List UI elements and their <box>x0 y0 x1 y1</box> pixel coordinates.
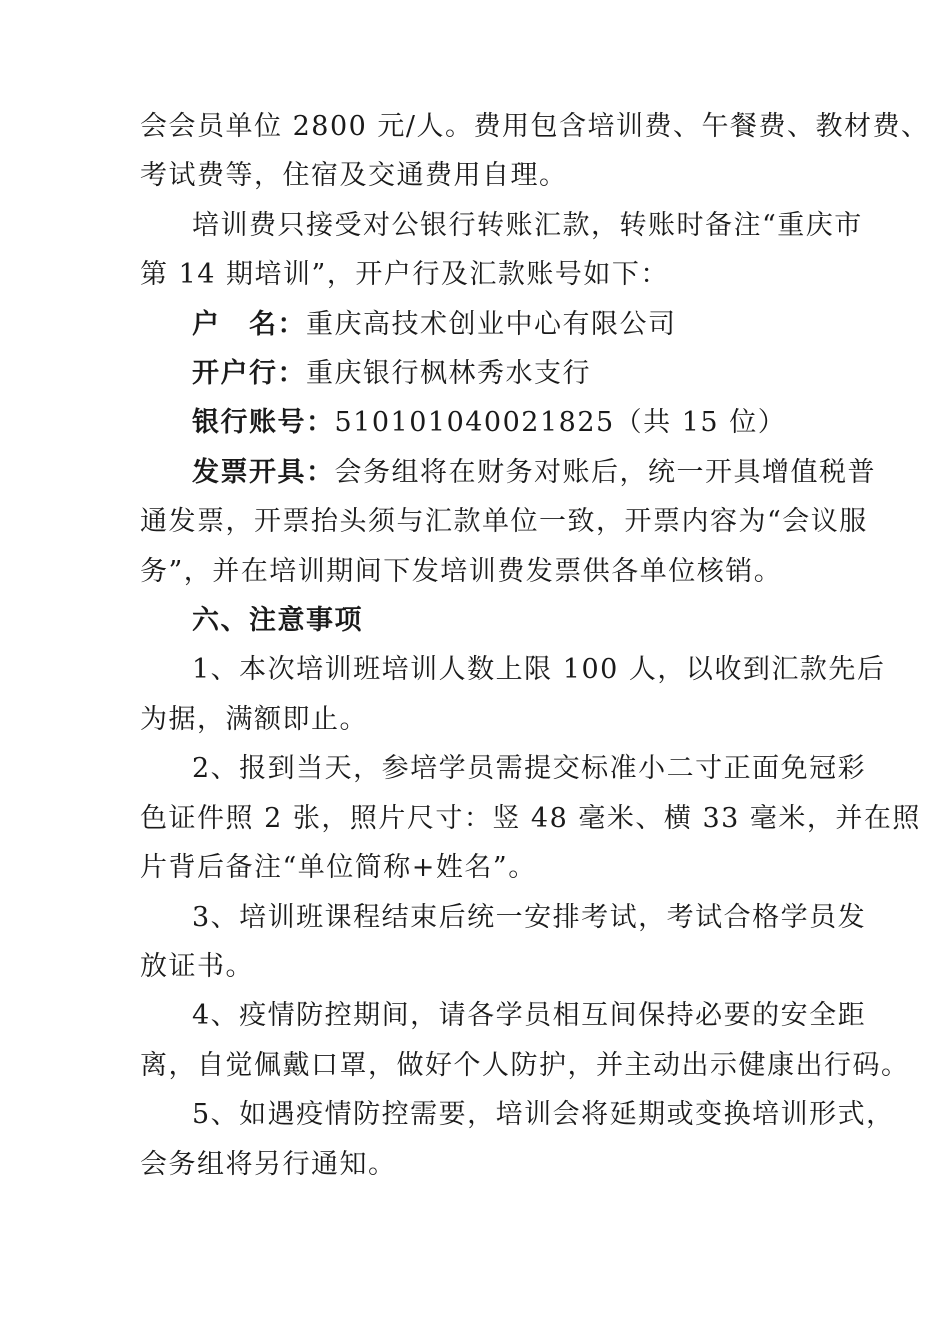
bank-line <box>140 349 802 398</box>
account-number-line <box>140 398 802 447</box>
text-line: 2、报到当天，参培学员需提交标准小二寸正面免冠彩 <box>192 753 867 785</box>
field-label: 银行账号： <box>192 407 335 439</box>
text-line: 第 14 期培训”，开户行及汇款账号如下： <box>140 259 669 291</box>
text-line: 色证件照 2 张，照片尺寸：竖 48 毫米、横 33 毫米，并在照 <box>140 802 921 834</box>
text-line: 片背后备注“单位简称+姓名”。 <box>140 852 537 884</box>
text-line: 为据，满额即止。 <box>140 703 368 735</box>
section-heading: 六、注意事项 <box>192 605 363 637</box>
invoice-line <box>140 448 876 497</box>
text-line: 3、培训班课程结束后统一安排考试，考试合格学员发 <box>192 901 867 933</box>
text-line: 1、本次培训班培训人数上限 100 人，以收到汇款先后 <box>192 654 886 686</box>
text-line: 考试费等，住宿及交通费用自理。 <box>140 160 568 192</box>
field-value: 510101040021825（共 15 位） <box>334 407 787 439</box>
text-line: 放证书。 <box>140 950 254 982</box>
field-label: 开户行： <box>192 358 306 390</box>
text-line: 培训费只接受对公银行转账汇款，转账时备注“重庆市 <box>192 209 863 241</box>
text-line: 4、疫情防控期间，请各学员相互间保持必要的安全距 <box>192 1000 867 1032</box>
text-line: 离，自觉佩戴口罩，做好个人防护，并主动出示健康出行码。 <box>140 1049 910 1081</box>
field-label: 发票开具： <box>192 456 335 488</box>
text-line: 通发票，开票抬头须与汇款单位一致，开票内容为“会议服 <box>140 506 868 538</box>
field-value: 重庆高技术创业中心有限公司 <box>306 308 677 340</box>
field-value: 会务组将在财务对账后，统一开具增值税普 <box>334 456 876 488</box>
account-name-line <box>140 300 802 349</box>
text-line: 会会员单位 2800 元/人。费用包含培训费、午餐费、教材费、 <box>140 111 930 142</box>
field-label: 户 名： <box>192 308 306 340</box>
text-line: 会务组将另行通知。 <box>140 1148 397 1180</box>
text-line: 5、如遇疫情防控需要，培训会将延期或变换培训形式， <box>192 1099 895 1131</box>
text-line: 务”，并在培训期间下发培训费发票供各单位核销。 <box>140 555 783 587</box>
field-value: 重庆银行枫林秀水支行 <box>306 358 591 390</box>
